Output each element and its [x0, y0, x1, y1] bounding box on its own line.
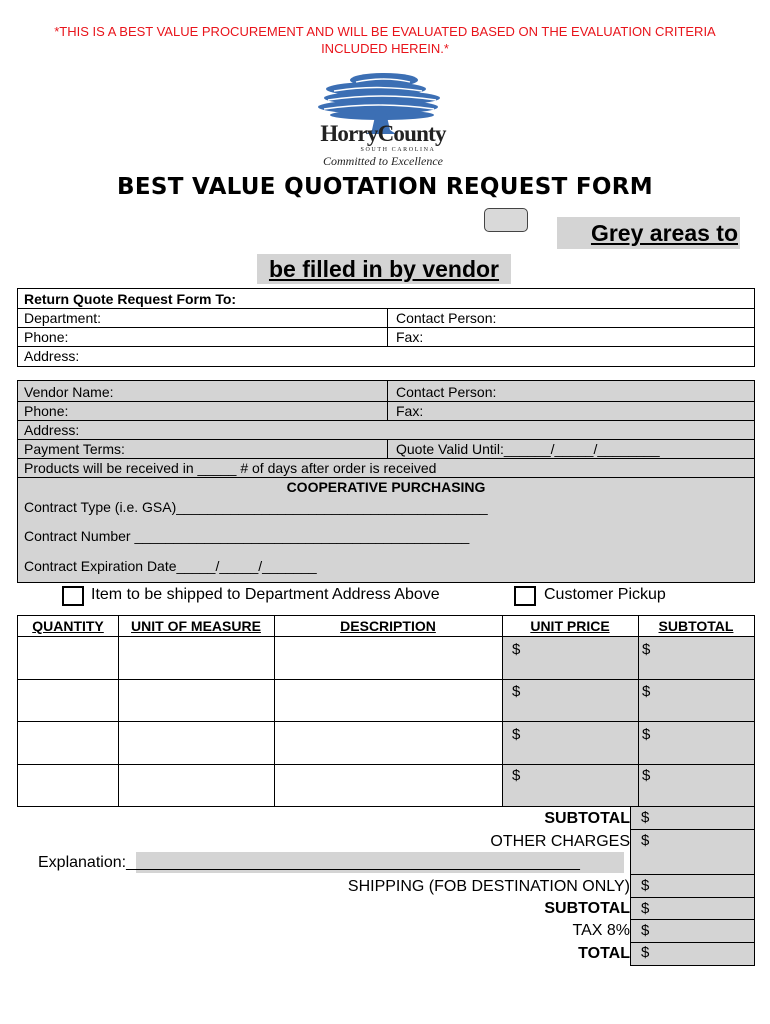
vendor-contact-person[interactable]: Contact Person: [396, 384, 497, 400]
col-header-subtotal: SUBTOTAL [658, 618, 734, 634]
row2-subtotal[interactable]: $ [642, 683, 651, 700]
vendor-phone[interactable]: Phone: [24, 403, 69, 419]
subtotal-value[interactable]: $ [641, 809, 650, 826]
subtotal-label: SUBTOTAL [544, 810, 630, 827]
subtotal2-label: SUBTOTAL [544, 900, 630, 917]
items-table [17, 615, 755, 807]
row1-unit-price[interactable]: $ [512, 641, 521, 658]
notice-line-2: INCLUDED HEREIN.* [321, 41, 449, 56]
grey-note-part1: Grey areas to [557, 217, 740, 249]
org-state: SOUTH CAROLINA [360, 147, 436, 153]
row3-unit-price[interactable]: $ [512, 726, 521, 743]
row4-unit-price[interactable]: $ [512, 767, 521, 784]
ship-to-department-label: Item to be shipped to Department Address Above [91, 586, 440, 603]
col-header-quantity: QUANTITY [32, 618, 104, 634]
contract-number[interactable]: Contract Number ___________________________________________ [24, 528, 470, 544]
row1-subtotal[interactable]: $ [642, 641, 651, 658]
return-heading: Return Quote Request Form To: [24, 291, 237, 307]
return-department: Department: [24, 310, 102, 326]
col-header-description: DESCRIPTION [340, 618, 436, 634]
contract-type[interactable]: Contract Type (i.e. GSA)________________________________________ [24, 499, 488, 515]
ship-to-department-checkbox[interactable] [62, 586, 84, 606]
other-charges-label: OTHER CHARGES [490, 833, 630, 850]
procurement-notice [0, 23, 770, 57]
row2-unit-price[interactable]: $ [512, 683, 521, 700]
return-fax: Fax: [396, 329, 424, 345]
subtotal2-value[interactable]: $ [641, 900, 650, 917]
shipping-label: SHIPPING (FOB DESTINATION ONLY) [347, 878, 630, 895]
vendor-products-received[interactable]: Products will be received in _____ # of days after order is received [24, 460, 437, 476]
explanation-field[interactable]: Explanation:___________________________________________________ [38, 854, 580, 871]
totals-column [630, 807, 755, 966]
return-contact-person: Contact Person: [396, 310, 497, 326]
coop-heading: COOPERATIVE PURCHASING [286, 479, 486, 495]
vendor-payment-terms[interactable]: Payment Terms: [24, 441, 125, 457]
return-address: Address: [24, 348, 80, 364]
vendor-section [17, 380, 755, 583]
org-logo-text [306, 122, 460, 168]
col-header-unit-of-measure: UNIT OF MEASURE [131, 618, 261, 634]
tax-label: TAX 8% [572, 922, 630, 939]
return-form-section [17, 288, 755, 367]
row4-subtotal[interactable]: $ [642, 767, 651, 784]
col-header-unit-price: UNIT PRICE [530, 618, 610, 634]
shipping-value[interactable]: $ [641, 877, 650, 894]
vendor-quote-valid[interactable]: Quote Valid Until:______/_____/________ [396, 441, 660, 457]
vendor-name[interactable]: Vendor Name: [24, 384, 114, 400]
vendor-address[interactable]: Address: [24, 422, 80, 438]
vendor-fax[interactable]: Fax: [396, 403, 424, 419]
org-name: HorryCounty [320, 121, 446, 146]
total-value[interactable]: $ [641, 944, 650, 961]
grey-legend-swatch [484, 208, 528, 232]
row3-subtotal[interactable]: $ [642, 726, 651, 743]
tax-value[interactable]: $ [641, 922, 650, 939]
form-title: BEST VALUE QUOTATION REQUEST FORM [117, 174, 653, 200]
notice-line-1: *THIS IS A BEST VALUE PROCUREMENT AND WILL BE EVALUATED BASED ON THE EVALUATION CRITERIA [54, 24, 716, 39]
grey-note-part2: be filled in by vendor [257, 254, 511, 284]
total-label: TOTAL [578, 945, 630, 962]
contract-expiration[interactable]: Contract Expiration Date_____/_____/_______ [24, 558, 317, 574]
org-tagline: Committed to Excellence [323, 154, 443, 168]
return-phone: Phone: [24, 329, 69, 345]
customer-pickup-label: Customer Pickup [544, 586, 666, 603]
customer-pickup-checkbox[interactable] [514, 586, 536, 606]
other-charges-value[interactable]: $ [641, 832, 650, 849]
